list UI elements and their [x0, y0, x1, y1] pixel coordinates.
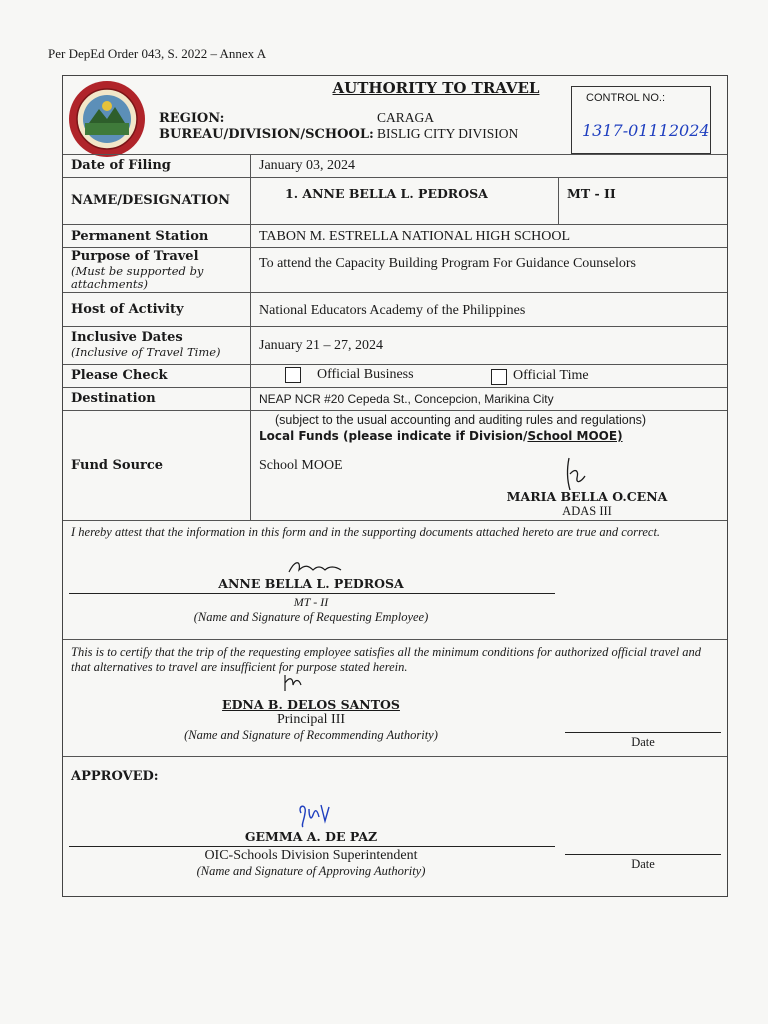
- purpose-value: To attend the Capacity Building Program For Guidance Counselors: [259, 256, 636, 271]
- fund-local-line: [259, 429, 623, 443]
- please-check-label: Please Check: [71, 368, 168, 383]
- fund-signatory-name: MARIA BELLA O.CENA: [506, 489, 668, 504]
- region-label: REGION:: [159, 111, 225, 126]
- purpose-label: Purpose of Travel: [71, 249, 199, 264]
- employee-signature: [285, 558, 345, 578]
- control-number-box: [571, 86, 711, 154]
- name-designation-label: NAME/DESIGNATION: [71, 193, 230, 208]
- recommending-authority-name: EDNA B. DELOS SANTOS: [222, 697, 400, 712]
- requesting-employee-caption: (Name and Signature of Requesting Employee): [193, 610, 429, 624]
- approving-date-label: Date: [631, 857, 655, 871]
- destination-label: Destination: [71, 391, 156, 406]
- employee-name: 1. ANNE BELLA L. PEDROSA: [285, 186, 488, 201]
- official-business-checkbox[interactable]: [285, 367, 301, 383]
- recommending-authority-caption: (Name and Signature of Recommending Authority): [184, 728, 438, 742]
- approving-authority-designation: OIC-Schools Division Superintendent: [204, 848, 418, 863]
- attestation-text: I hereby attest that the information in this form and in the supporting documents attached hereto are true and correct.: [71, 525, 661, 539]
- date-filing-value: January 03, 2024: [259, 158, 356, 173]
- fund-signatory-signature: [561, 454, 591, 494]
- inclusive-dates-value: January 21 – 27, 2024: [259, 338, 384, 353]
- recommending-authority-designation: Principal III: [276, 712, 346, 727]
- recommending-authority-signature: [281, 673, 305, 695]
- fund-signatory-title: ADAS III: [562, 504, 612, 518]
- form-title: AUTHORITY TO TRAVEL: [332, 79, 540, 97]
- recommending-date-label: Date: [631, 735, 655, 749]
- control-number-label: CONTROL NO.:: [586, 92, 666, 104]
- bureau-value: BISLIG CITY DIVISION: [377, 126, 519, 141]
- official-business-label: Official Business: [317, 367, 414, 382]
- fund-value: School MOOE: [259, 458, 343, 473]
- division-seal-logo: [67, 79, 147, 159]
- requesting-employee-designation: MT - II: [293, 595, 329, 609]
- fund-local-underlined: School MOOE): [527, 429, 623, 443]
- certification-text: This is to certify that the trip of the requesting employee satisfies all the minimum conditions for authorized official travel and that alternatives to travel are insufficient for purpose stated herein.: [71, 645, 702, 674]
- fund-note: (subject to the usual accounting and auditing rules and regulations): [275, 413, 647, 427]
- purpose-note: (Must be supported by attachments): [71, 264, 204, 291]
- permanent-station-value: TABON M. ESTRELLA NATIONAL HIGH SCHOOL: [259, 229, 571, 244]
- approving-authority-signature: [295, 801, 331, 829]
- inclusive-dates-note: (Inclusive of Travel Time): [71, 345, 221, 359]
- bureau-label: BUREAU/DIVISION/SCHOOL:: [159, 127, 374, 142]
- fund-source-label: Fund Source: [71, 458, 164, 473]
- host-label: Host of Activity: [71, 302, 184, 317]
- authority-to-travel-form: [62, 75, 728, 897]
- approved-label: APPROVED:: [71, 769, 159, 784]
- requesting-employee-name: ANNE BELLA L. PEDROSA: [218, 576, 404, 591]
- region-value: CARAGA: [377, 110, 435, 125]
- inclusive-dates-label: Inclusive Dates: [71, 330, 183, 345]
- employee-designation: MT - II: [567, 186, 616, 201]
- official-time-label: Official Time: [513, 368, 589, 383]
- annex-reference: Per DepEd Order 043, S. 2022 – Annex A: [48, 46, 267, 61]
- official-time-checkbox[interactable]: [491, 369, 507, 385]
- control-number-value: 1317-01112024: [582, 121, 710, 140]
- date-filing-label: Date of Filing: [71, 158, 171, 173]
- fund-local-prefix: Local Funds (please indicate if Division/: [259, 429, 528, 443]
- approving-authority-name: GEMMA A. DE PAZ: [244, 829, 378, 844]
- host-value: National Educators Academy of the Philippines: [259, 303, 526, 318]
- permanent-station-label: Permanent Station: [71, 229, 209, 244]
- approving-authority-caption: (Name and Signature of Approving Authority): [196, 864, 426, 878]
- destination-value: NEAP NCR #20 Cepeda St., Concepcion, Marikina City: [259, 392, 554, 406]
